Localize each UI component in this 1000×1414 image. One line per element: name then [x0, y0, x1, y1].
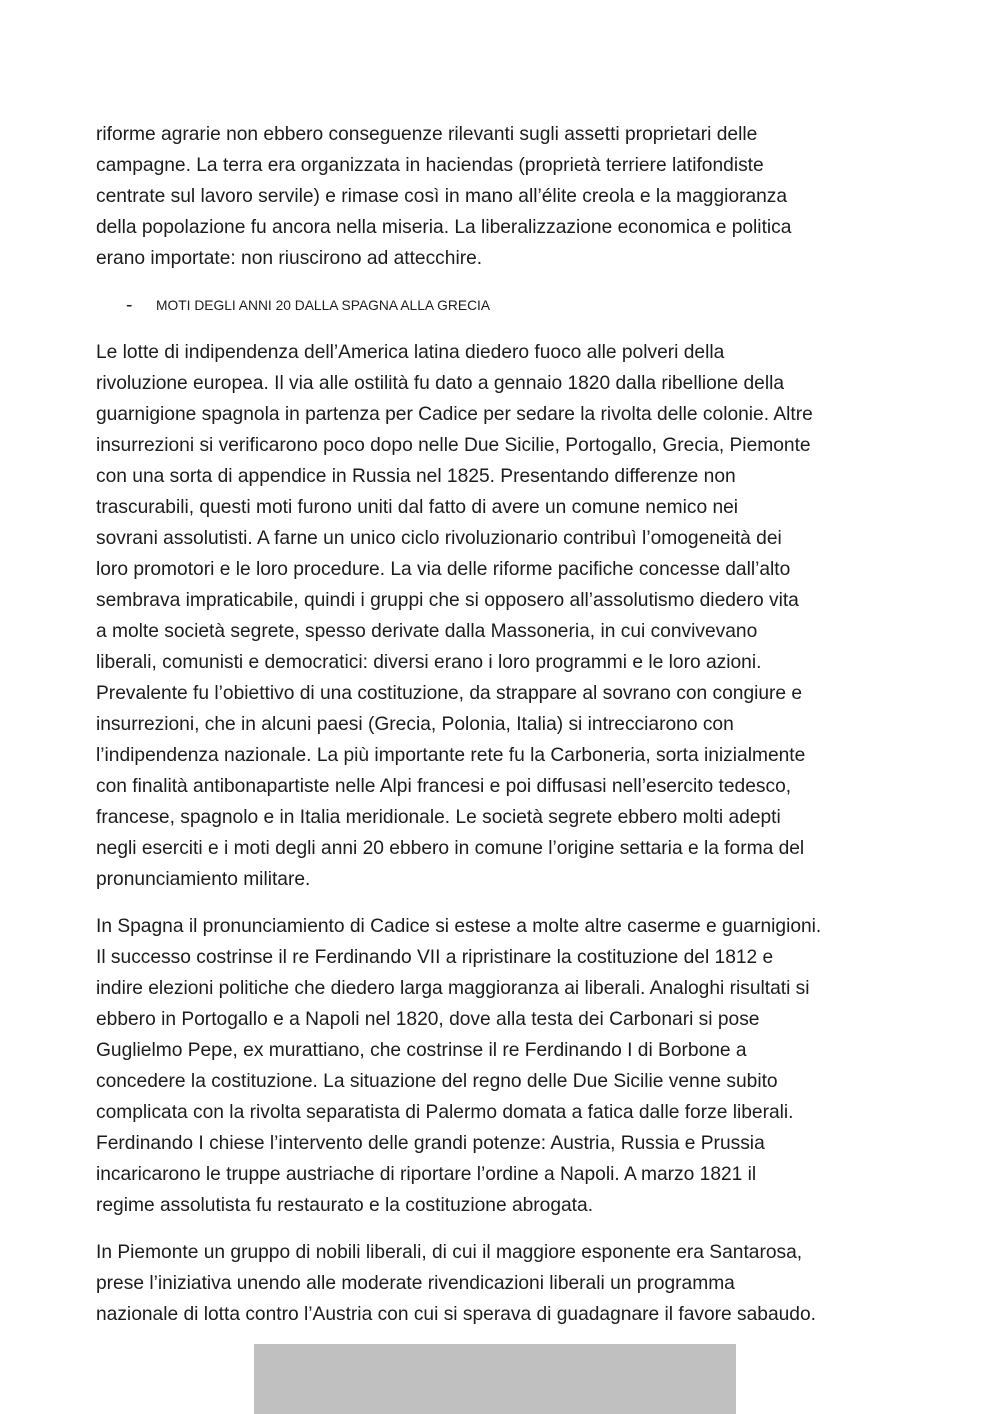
text-line: ebbero in Portogallo e a Napoli nel 1820, dove alla testa dei Carbonari si pose — [96, 1009, 760, 1030]
text-line: loro promotori e le loro procedure. La via delle riforme pacifiche concesse dall’alto — [96, 559, 791, 580]
text-line: concedere la costituzione. La situazione del regno delle Due Sicilie venne subito — [96, 1071, 778, 1092]
paragraph-agrarian-reforms — [96, 119, 908, 274]
text-line: rivoluzione europea. Il via alle ostilità fu dato a gennaio 1820 dalla ribellione della — [96, 373, 785, 394]
text-line: campagne. La terra era organizzata in haciendas (proprietà terriere latifondiste — [96, 155, 764, 176]
text-line: insurrezioni, che in alcuni paesi (Grecia, Polonia, Italia) si intrecciarono con — [96, 714, 734, 735]
text-line: della popolazione fu ancora nella miseria. La liberalizzazione economica e politica — [96, 217, 792, 238]
text-line: prese l’iniziativa unendo alle moderate rivendicazioni liberali un programma — [96, 1273, 735, 1294]
text-line: a molte società segrete, spesso derivate dalla Massoneria, in cui convivevano — [96, 621, 758, 642]
text-line: In Spagna il pronunciamiento di Cadice si estese a molte altre caserme e guarnigioni. — [96, 916, 822, 937]
text-line: con finalità antibonapartiste nelle Alpi francesi e poi diffusasi nell’esercito tedesco, — [96, 776, 792, 797]
paragraph-independence-struggles — [96, 337, 908, 895]
text-line: riforme agrarie non ebbero conseguenze rilevanti sugli assetti proprietari delle — [96, 124, 758, 145]
text-line: Prevalente fu l’obiettivo di una costituzione, da strappare al sovrano con congiure e — [96, 683, 803, 704]
text-line: sovrani assolutisti. A farne un unico ciclo rivoluzionario contribuì l’omogeneità dei — [96, 528, 782, 549]
text-line: Guglielmo Pepe, ex murattiano, che costrinse il re Ferdinando I di Borbone a — [96, 1040, 747, 1061]
text-line: Ferdinando I chiese l’intervento delle grandi potenze: Austria, Russia e Prussia — [96, 1133, 765, 1154]
text-line: insurrezioni si verificarono poco dopo nelle Due Sicilie, Portogallo, Grecia, Piemonte — [96, 435, 811, 456]
section-heading — [96, 290, 908, 321]
text-line: negli eserciti e i moti degli anni 20 ebbero in comune l’origine settaria e la forma del — [96, 838, 805, 859]
footer-gray-block — [254, 1344, 736, 1414]
text-line: francese, spagnolo e in Italia meridionale. Le società segrete ebbero molti adepti — [96, 807, 781, 828]
text-line: indire elezioni politiche che diedero larga maggioranza ai liberali. Analoghi risultati si — [96, 978, 810, 999]
text-line: erano importate: non riuscirono ad attecchire. — [96, 248, 483, 269]
text-line: l’indipendenza nazionale. La più importante rete fu la Carboneria, sorta inizialmente — [96, 745, 806, 766]
text-line: pronunciamiento militare. — [96, 869, 311, 890]
paragraph-piedmont — [96, 1237, 908, 1330]
section-heading-text: MOTI DEGLI ANNI 20 DALLA SPAGNA ALLA GRECIA — [156, 298, 491, 313]
text-line: trascurabili, questi moti furono uniti dal fatto di avere un comune nemico nei — [96, 497, 739, 518]
text-line: sembrava impraticabile, quindi i gruppi che si opposero all’assolutismo diedero vita — [96, 590, 799, 611]
text-line: incaricarono le truppe austriache di riportare l’ordine a Napoli. A marzo 1821 il — [96, 1164, 757, 1185]
text-line: complicata con la rivolta separatista di Palermo domata a fatica dalle forze liberali. — [96, 1102, 794, 1123]
text-line: In Piemonte un gruppo di nobili liberali, di cui il maggiore esponente era Santarosa, — [96, 1242, 803, 1263]
bullet-dash: - — [126, 295, 133, 316]
text-line: Il successo costrinse il re Ferdinando VII a ripristinare la costituzione del 1812 e — [96, 947, 774, 968]
text-line: Le lotte di indipendenza dell’America latina diedero fuoco alle polveri della — [96, 342, 725, 363]
text-line: centrate sul lavoro servile) e rimase così in mano all’élite creola e la maggioranza — [96, 186, 788, 207]
document-page — [96, 119, 908, 1330]
text-line: regime assolutista fu restaurato e la costituzione abrogata. — [96, 1195, 594, 1216]
text-line: con una sorta di appendice in Russia nel 1825. Presentando differenze non — [96, 466, 736, 487]
text-line: guarnigione spagnola in partenza per Cadice per sedare la rivolta delle colonie. Altre — [96, 404, 813, 425]
text-line: liberali, comunisti e democratici: diversi erano i loro programmi e le loro azioni. — [96, 652, 762, 673]
paragraph-spain — [96, 911, 908, 1221]
text-line: nazionale di lotta contro l’Austria con cui si sperava di guadagnare il favore sabaudo. — [96, 1304, 816, 1325]
